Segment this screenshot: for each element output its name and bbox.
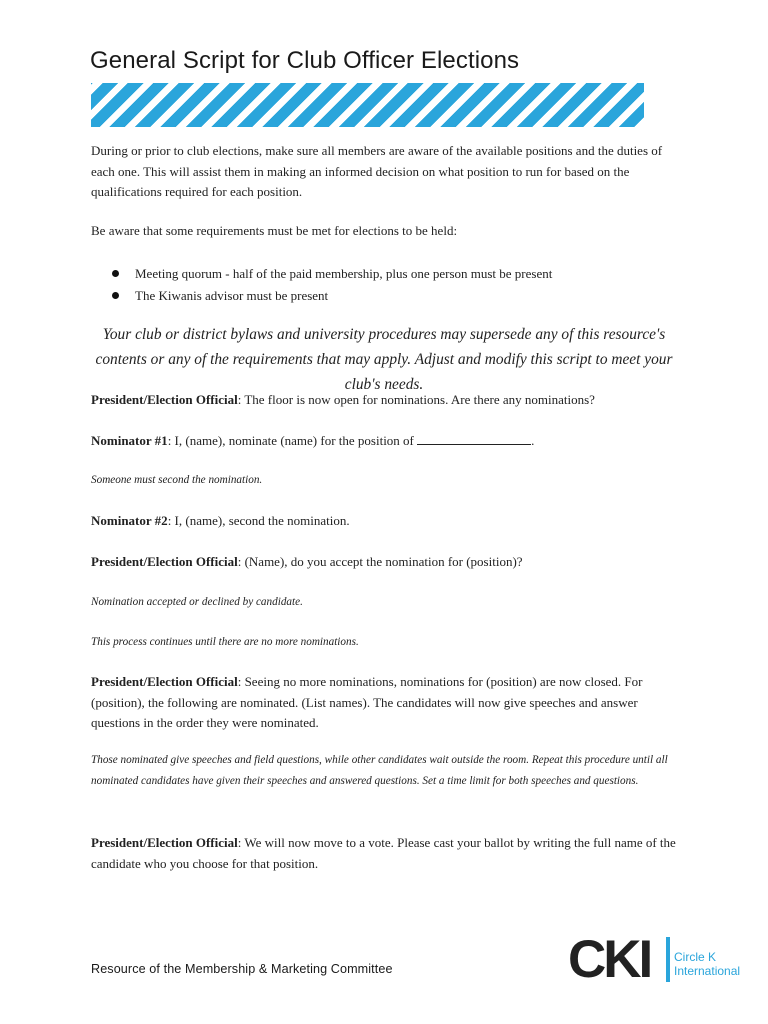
logo-name-line1: Circle K xyxy=(674,950,717,964)
position-blank-line xyxy=(417,432,531,445)
script-line-second xyxy=(91,511,681,532)
list-item xyxy=(109,263,552,285)
speaker-label: President/Election Official xyxy=(91,554,238,569)
requirement-text: Meeting quorum - half of the paid membership, plus one person must be present xyxy=(135,266,553,281)
logo-letters: CKI xyxy=(568,930,651,989)
speaker-label: President/Election Official xyxy=(91,835,238,850)
script-line-open-floor xyxy=(91,390,681,411)
page-title: General Script for Club Officer Elections xyxy=(90,47,520,74)
requirements-list xyxy=(109,263,552,307)
bullet-icon xyxy=(112,292,119,299)
script-text: : Seeing no more nominations, nominations for (position) are now closed. For (position), the following are nominated. (List names). The candidates will now give speeches and answer questions in the order they were nominated. xyxy=(91,674,643,730)
script-text: : The floor is now open for nominations. Are there any nominations? xyxy=(237,392,595,407)
speaker-label: President/Election Official xyxy=(91,674,238,689)
script-text: : We will now move to a vote. Please cast your ballot by writing the full name of the candidate who you choose for that position. xyxy=(91,835,676,871)
stage-note: Nomination accepted or declined by candidate. xyxy=(91,596,303,608)
script-line-nomination xyxy=(91,431,681,452)
script-text: : I, (name), nominate (name) for the position of xyxy=(167,433,418,448)
striped-divider-banner xyxy=(91,83,644,127)
requirements-intro: Be aware that some requirements must be met for elections to be held: xyxy=(91,223,458,238)
logo-wordmark xyxy=(674,950,740,978)
script-text: : I, (name), second the nomination. xyxy=(167,513,350,528)
speaker-label: President/Election Official xyxy=(91,392,238,407)
stage-note: Those nominated give speeches and field questions, while other candidates wait outside the room. Repeat this procedure until all nominated candidates have given their speeches and answered questions. Set a time limit for both speeches and questions. xyxy=(91,754,668,787)
requirement-text: The Kiwanis advisor must be present xyxy=(135,288,329,303)
stage-note: This process continues until there are no more nominations. xyxy=(91,636,359,648)
logo-accent-bar xyxy=(666,937,670,982)
intro-paragraph: During or prior to club elections, make sure all members are aware of the available positions and the duties of each one. This will assist them in making an informed decision on what position to run for based on the qualifications required for each position. xyxy=(91,143,663,199)
stage-note: Someone must second the nomination. xyxy=(91,474,263,486)
logo-name-line2: International xyxy=(674,964,741,978)
speaker-label: Nominator #1 xyxy=(91,433,168,448)
list-item xyxy=(109,285,552,307)
bullet-icon xyxy=(112,270,119,277)
script-line-vote xyxy=(91,833,681,874)
script-line-accept xyxy=(91,552,681,573)
script-text: : (Name), do you accept the nomination for (position)? xyxy=(237,554,523,569)
footer-credit: Resource of the Membership & Marketing Committee xyxy=(91,962,393,976)
cki-logo xyxy=(568,932,758,988)
script-text-end: . xyxy=(531,433,535,448)
speaker-label: Nominator #2 xyxy=(91,513,168,528)
bylaws-callout: Your club or district bylaws and university procedures may supersede any of this resource's contents or any of the requirements that may apply. Adjust and modify this script to meet your club's needs. xyxy=(95,326,673,393)
script-line-close-nominations xyxy=(91,672,681,734)
